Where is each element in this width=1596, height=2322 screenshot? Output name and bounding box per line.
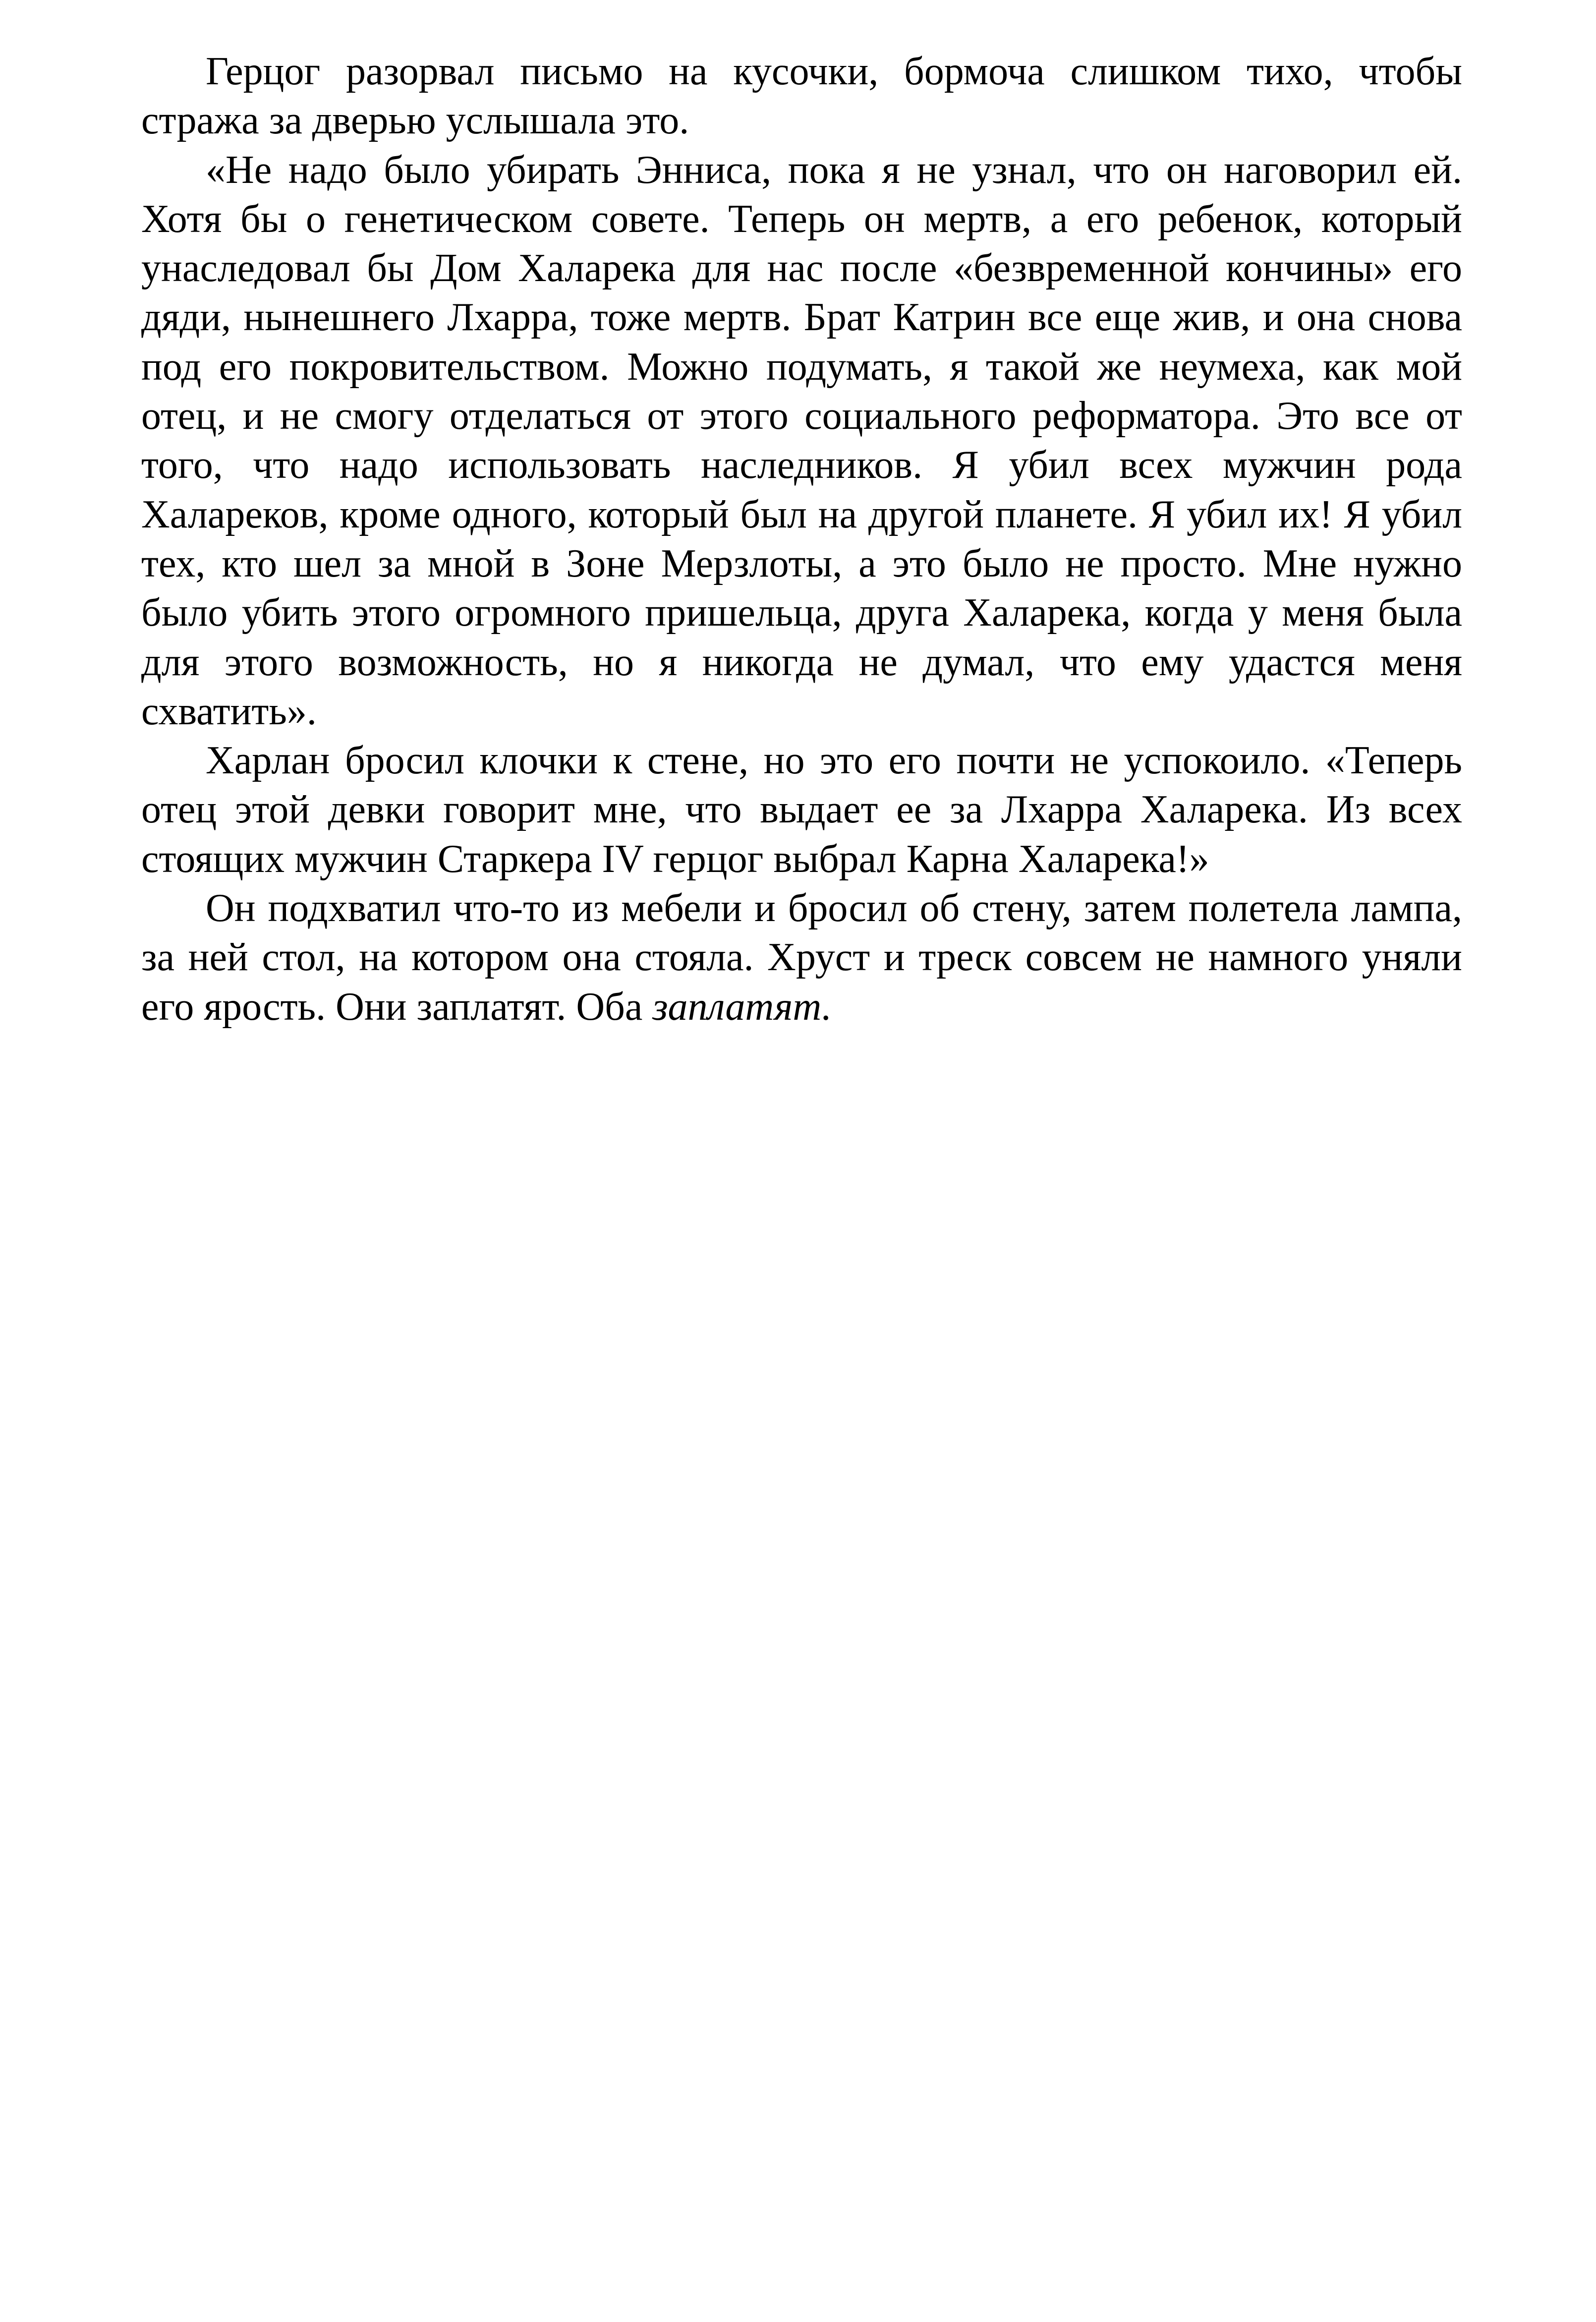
paragraph-1 <box>141 47 1462 146</box>
paragraph-1-text: Герцог разорвал письмо на кусочки, бормоча слишком тихо, чтобы стража за дверью услышала это. <box>141 50 1462 143</box>
paragraph-4 <box>141 884 1462 1032</box>
paragraph-3-text: Харлан бросил клочки к стене, но это его почти не успокоило. «Теперь отец этой девки говорит мне, что выдает ее за Лхарра Халарека. Из всех стоящих мужчин Старкера IV герцог выбрал Карна Халарека!» <box>141 739 1462 881</box>
paragraph-2-text: «Не надо было убирать Энниса, пока я не узнал, что он наговорил ей. Хотя бы о генетическом совете. Теперь он мертв, а его ребенок, который унаследовал бы Дом Халарека для нас после «безвременной кончины» его дяди, нынешнего Лхарра, тоже мертв. Брат Катрин все еще жив, и она снова под его покровительством. Можно подумать, я такой же неумеха, как мой отец, и не смогу отделаться от этого социального реформатора. Это все от того, что надо использовать наследников. Я убил всех мужчин рода Халареков, кроме одного, который был на другой планете. Я убил их! Я убил тех, кто шел за мной в Зоне Мерзлоты, а это было не просто. Мне нужно было убить этого огромного пришельца, друга Халарека, когда у меня была для этого возможность, но я никогда не думал, что ему удастся меня схватить». <box>141 148 1462 733</box>
paragraph-4-emphasis: заплатят. <box>652 985 832 1029</box>
document-page <box>141 47 1462 1032</box>
paragraph-2 <box>141 146 1462 737</box>
paragraph-4-text: Он подхватил что-то из мебели и бросил об стену, затем полетела лампа, за ней стол, на котором она стояла. Хруст и треск совсем не намного уняли его ярость. Они заплатят. Оба <box>141 886 1462 1029</box>
paragraph-3 <box>141 736 1462 884</box>
